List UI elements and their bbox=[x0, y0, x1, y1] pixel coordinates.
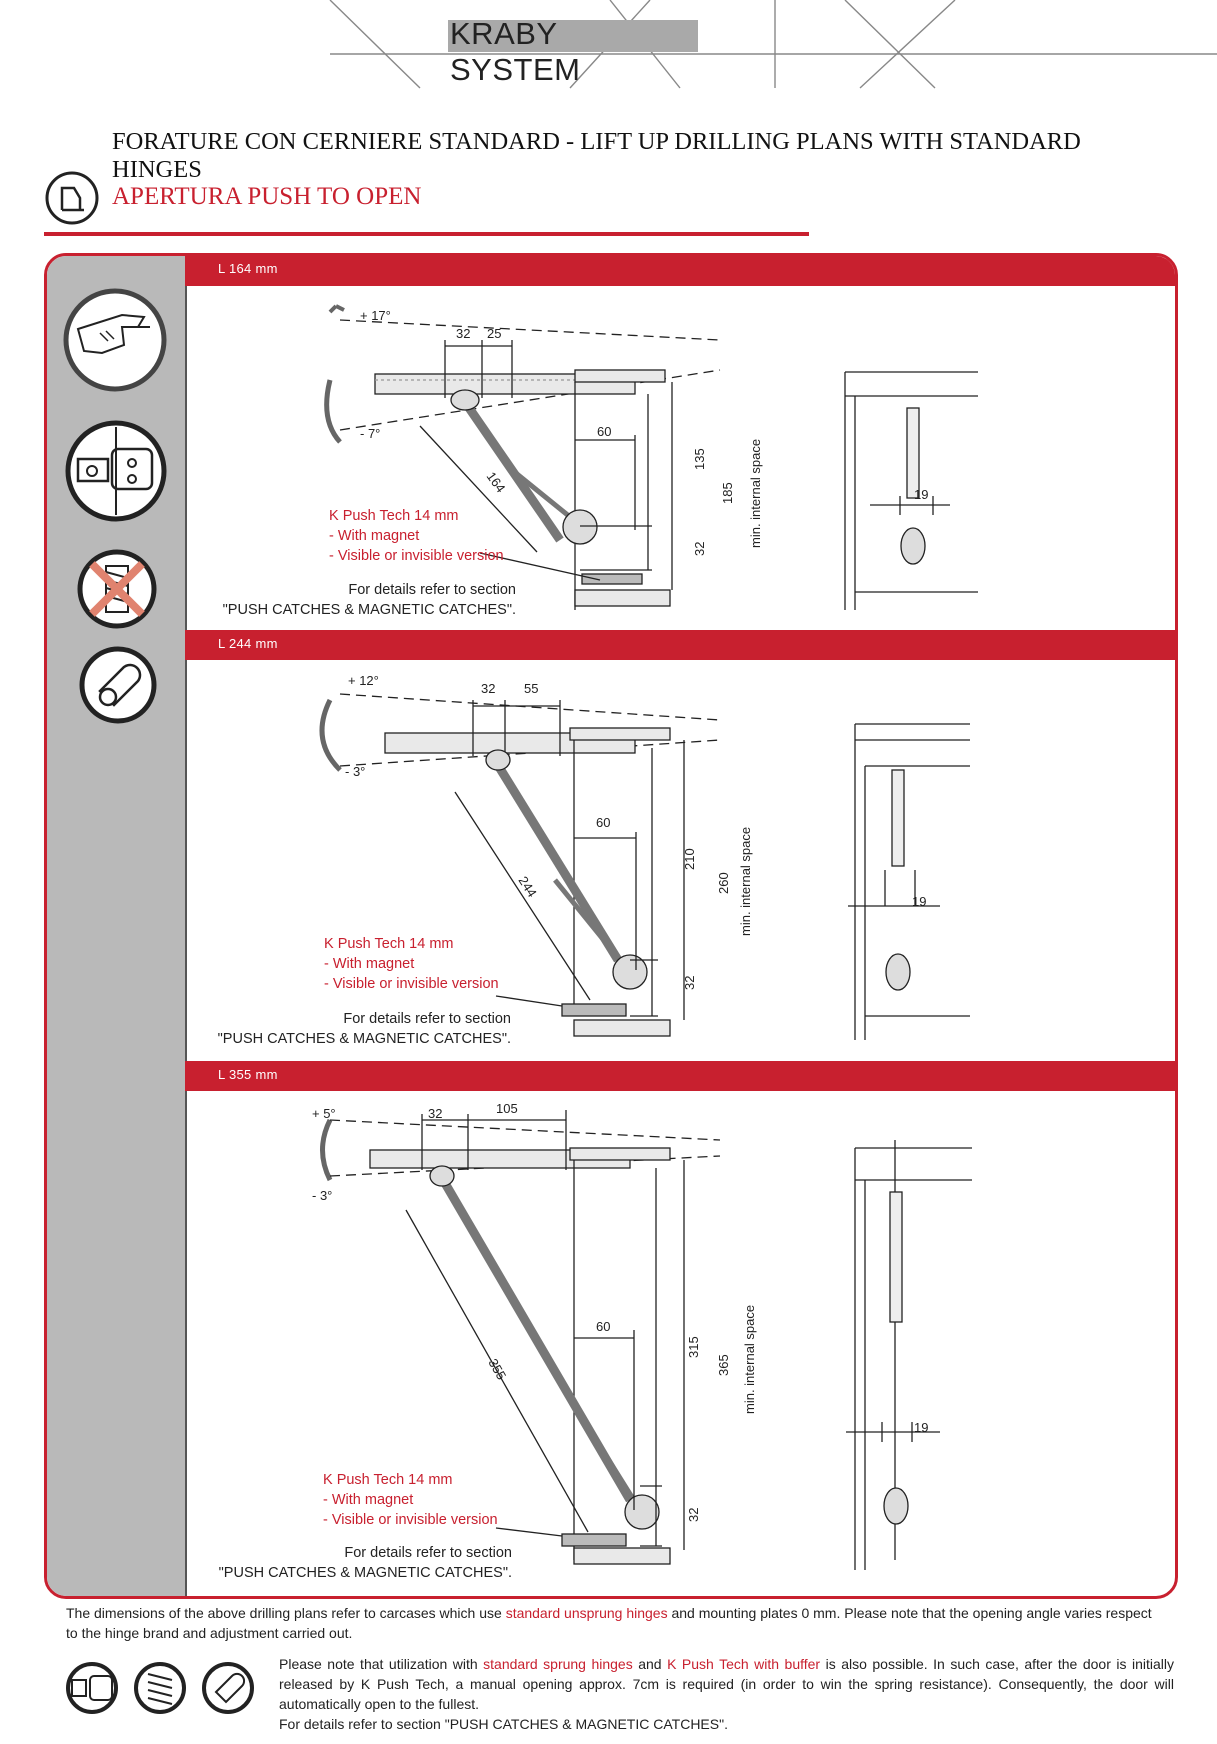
footer-p2-text-b: and bbox=[632, 1656, 668, 1672]
dim-b-1: 25 bbox=[487, 326, 502, 341]
product-feature2-1: - Visible or invisible version bbox=[329, 548, 504, 564]
tab-bar-2 bbox=[185, 630, 1175, 660]
dim-v2-3: 365 bbox=[716, 1354, 731, 1376]
product-feature1-1: - With magnet bbox=[329, 528, 420, 544]
dim-b-3: 105 bbox=[496, 1101, 518, 1116]
product-feature1-2: - With magnet bbox=[324, 956, 415, 972]
angle-down-1: - 7° bbox=[360, 426, 381, 441]
footer-p2-ref: For details refer to section "PUSH CATCHES & MAGNETIC CATCHES". bbox=[279, 1716, 728, 1732]
ref-line1-1: For details refer to section bbox=[348, 582, 516, 598]
footer-p2-highlight-2: K Push Tech with buffer bbox=[667, 1656, 821, 1672]
spring-icon bbox=[136, 1664, 184, 1712]
standard-hinge-icon bbox=[64, 419, 168, 523]
product-name-2: K Push Tech 14 mm bbox=[324, 936, 454, 952]
product-block-1 bbox=[329, 506, 504, 566]
angle-down-2: - 3° bbox=[345, 764, 366, 779]
dim-a-3: 32 bbox=[428, 1106, 443, 1121]
product-block-3 bbox=[323, 1470, 498, 1530]
drawing-section-1 bbox=[300, 290, 1000, 620]
push-catch-icon bbox=[204, 1664, 252, 1712]
title-line2: HINGES bbox=[112, 156, 202, 183]
space-label-2: min. internal space bbox=[738, 826, 753, 936]
dim-a-2: 32 bbox=[481, 681, 496, 696]
dim-len-3: 355 bbox=[485, 1356, 510, 1383]
ref-line2-1: "PUSH CATCHES & MAGNETIC CATCHES". bbox=[222, 602, 516, 618]
angle-up-1: + 17° bbox=[360, 308, 391, 323]
ref-line1-2: For details refer to section bbox=[343, 1011, 511, 1027]
tab-bar-1 bbox=[185, 256, 1175, 286]
dim-v3-2: 32 bbox=[682, 975, 697, 990]
section-label-1: L 164 mm bbox=[218, 261, 278, 276]
push-to-open-icon bbox=[44, 170, 100, 226]
dim-a-1: 32 bbox=[456, 326, 471, 341]
subtitle: APERTURA PUSH TO OPEN bbox=[112, 183, 422, 210]
dim-v3-3: 32 bbox=[686, 1507, 701, 1522]
section-label-2: L 244 mm bbox=[218, 636, 278, 651]
side-dim-3: 19 bbox=[914, 1420, 929, 1435]
ref-block-2 bbox=[195, 1009, 511, 1049]
dim-v2-1: 185 bbox=[720, 482, 735, 504]
ref-block-1 bbox=[200, 580, 516, 620]
footer-p2-text-a: Please note that utilization with bbox=[279, 1656, 484, 1672]
system-name: KRABY SYSTEM bbox=[450, 16, 581, 87]
footer-paragraph-2 bbox=[279, 1654, 1174, 1714]
title-underline bbox=[44, 232, 809, 236]
side-dim-2: 19 bbox=[912, 894, 927, 909]
space-label-3: min. internal space bbox=[742, 1304, 757, 1414]
product-feature2-3: - Visible or invisible version bbox=[323, 1512, 498, 1528]
hinge-icon bbox=[68, 1664, 116, 1712]
angle-down-3: - 3° bbox=[312, 1188, 333, 1203]
dim-v1-1: 135 bbox=[692, 448, 707, 470]
product-feature2-2: - Visible or invisible version bbox=[324, 976, 499, 992]
ref-line2-2: "PUSH CATCHES & MAGNETIC CATCHES". bbox=[217, 1031, 511, 1047]
product-name-3: K Push Tech 14 mm bbox=[323, 1472, 453, 1488]
dim-b-2: 55 bbox=[524, 681, 539, 696]
dim-h-2: 60 bbox=[596, 815, 611, 830]
footer-p2-text-c: is also possible. In such case, after the door is initially released by K Push Tech, a manual opening approx. 7cm is required (in order to win the spring resistance). Consequently, the door will automatically open to the fullest. bbox=[279, 1656, 1174, 1712]
push-catch-icon bbox=[78, 645, 158, 725]
footer-p2-highlight-1: standard sprung hinges bbox=[483, 1656, 633, 1672]
footer-paragraph-1 bbox=[66, 1603, 1166, 1643]
ref-block-3 bbox=[196, 1543, 512, 1583]
dim-len-1: 164 bbox=[483, 468, 509, 496]
angle-up-3: + 5° bbox=[312, 1106, 336, 1121]
ref-line2-3: "PUSH CATCHES & MAGNETIC CATCHES". bbox=[218, 1565, 512, 1581]
footer-icons bbox=[64, 1660, 256, 1716]
title-line1: FORATURE CON CERNIERE STANDARD - LIFT UP DRILLING PLANS WITH STANDARD bbox=[112, 128, 1081, 155]
dim-h-3: 60 bbox=[596, 1319, 611, 1334]
footer-p1-text-a: The dimensions of the above drilling plans refer to carcases which use bbox=[66, 1605, 506, 1621]
product-feature1-3: - With magnet bbox=[323, 1492, 414, 1508]
tab-bar-3 bbox=[185, 1061, 1175, 1091]
angle-up-2: + 12° bbox=[348, 673, 379, 688]
side-dim-1: 19 bbox=[914, 487, 929, 502]
section-label-3: L 355 mm bbox=[218, 1067, 278, 1082]
product-name-1: K Push Tech 14 mm bbox=[329, 508, 459, 524]
dim-h-1: 60 bbox=[597, 424, 612, 439]
footer-p1-text-b: and mounting plates 0 mm. Please note that the opening angle varies respect to the hinge brand and adjustment carried out. bbox=[66, 1605, 1152, 1641]
product-block-2 bbox=[324, 934, 499, 994]
push-finger-icon bbox=[62, 287, 168, 393]
dim-v1-3: 315 bbox=[686, 1336, 701, 1358]
footer-p1-highlight: standard unsprung hinges bbox=[505, 1605, 668, 1621]
dim-v2-2: 260 bbox=[716, 872, 731, 894]
sprung-hinge-crossed-icon bbox=[76, 548, 158, 630]
ref-line1-3: For details refer to section bbox=[344, 1545, 512, 1561]
dim-v3-1: 32 bbox=[692, 541, 707, 556]
space-label-1: min. internal space bbox=[748, 438, 763, 548]
dim-v1-2: 210 bbox=[682, 848, 697, 870]
dim-len-2: 244 bbox=[515, 873, 540, 900]
